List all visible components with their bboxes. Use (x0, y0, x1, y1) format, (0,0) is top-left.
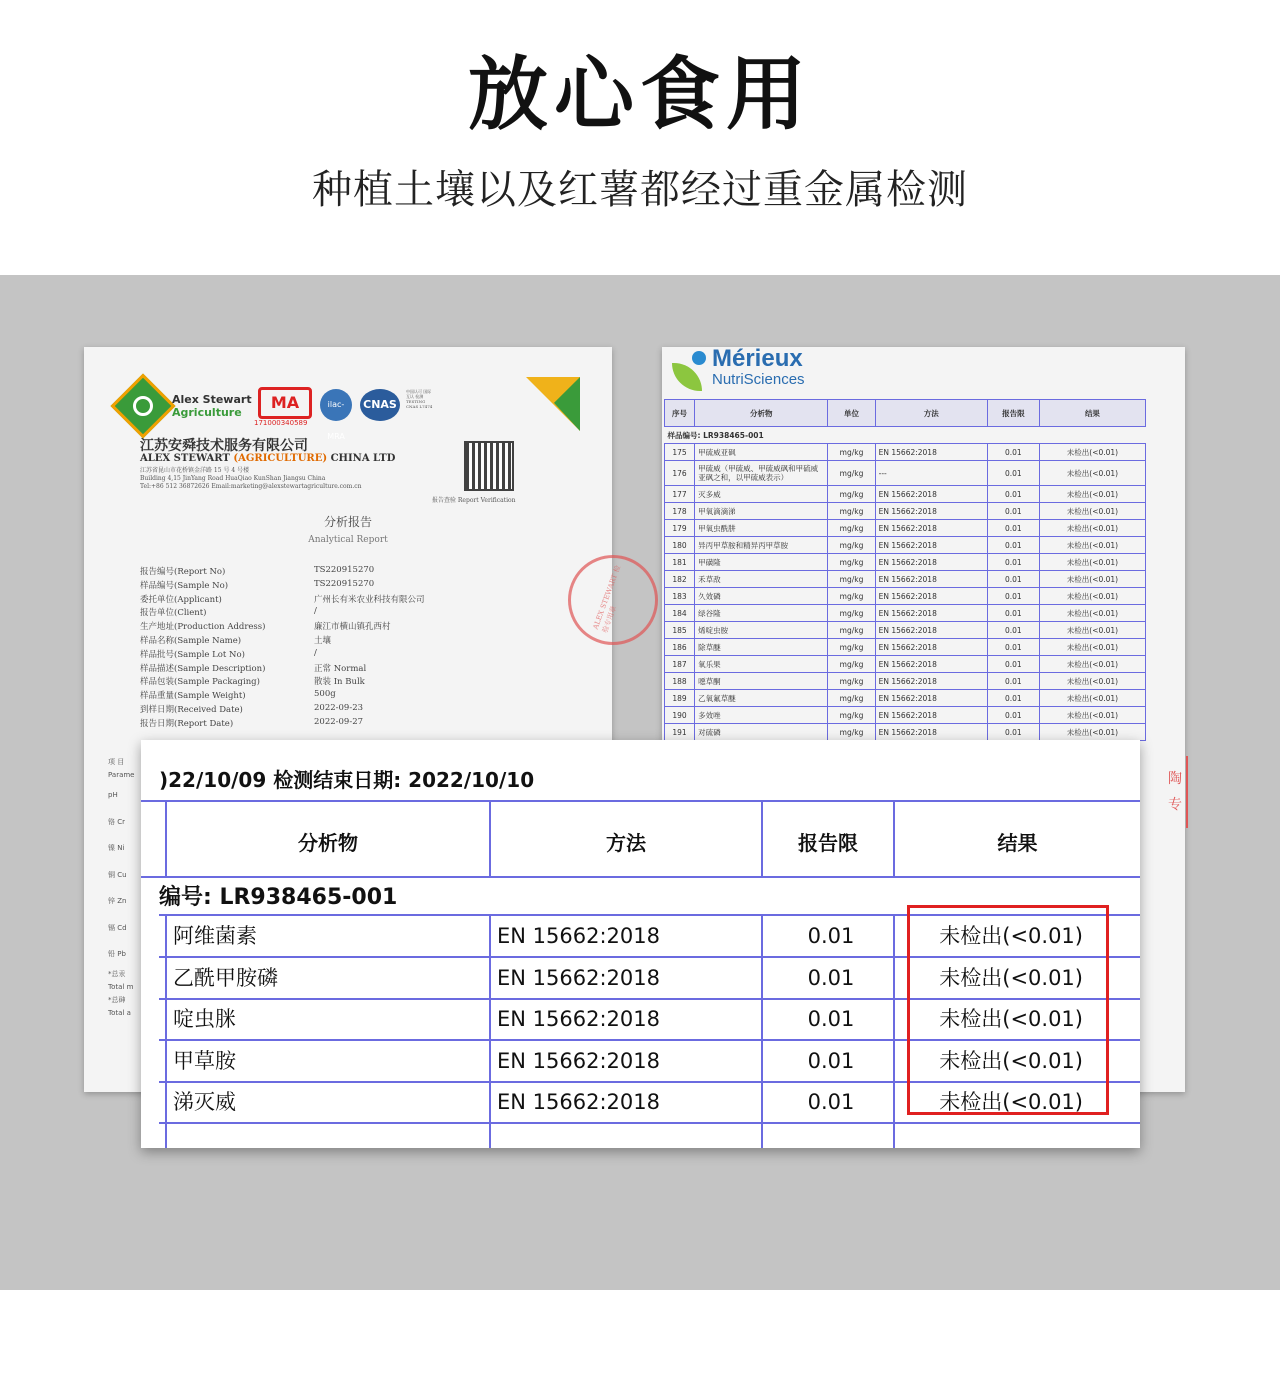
ma-badge: MA (258, 387, 312, 419)
qr-code (466, 443, 512, 489)
table-cell: EN 15662:2018 (875, 622, 987, 639)
table-row (665, 461, 1146, 486)
table-cell: 0.01 (987, 605, 1039, 622)
table-cell: 未检出(<0.01) (1039, 690, 1145, 707)
table-cell: mg/kg (828, 444, 875, 461)
field-label: 报告编号(Report No) (140, 567, 226, 577)
field-value: 500g (314, 689, 336, 700)
col-header: 分析物 (695, 400, 828, 427)
table-cell: 0.01 (987, 444, 1039, 461)
table-cell: 180 (665, 537, 695, 554)
field-label: 样品描述(Sample Description) (140, 663, 266, 674)
method-cell: EN 15662:2018 (497, 1048, 660, 1073)
table-cell: 未检出(<0.01) (1039, 520, 1145, 537)
table-cell: 除草醚 (695, 639, 828, 656)
col-header: 结果 (1039, 400, 1145, 427)
table-cell: EN 15662:2018 (875, 588, 987, 605)
table-cell: 多效唑 (695, 707, 828, 724)
table-row (665, 503, 1146, 520)
table-cell: 未检出(<0.01) (1039, 605, 1145, 622)
cnas-text: 中国认可 国际互认 检测 TESTING CNAS L7474 (406, 389, 433, 409)
table-row (665, 622, 1146, 639)
field-label: 生产地址(Production Address) (140, 622, 266, 633)
table-cell: 187 (665, 656, 695, 673)
field-label: 到样日期(Received Date) (140, 705, 243, 715)
table-cell: 0.01 (987, 656, 1039, 673)
table-cell: mg/kg (828, 588, 875, 605)
table-cell: mg/kg (828, 639, 875, 656)
table-cell: 179 (665, 520, 695, 537)
table-cell: 0.01 (987, 503, 1039, 520)
method-cell: EN 15662:2018 (497, 965, 660, 990)
table-cell: 0.01 (987, 639, 1039, 656)
analyte-cell: 阿维菌素 (173, 924, 257, 948)
table-cell: 181 (665, 554, 695, 571)
col-header-analyte: 分析物 (298, 831, 358, 855)
table-row (665, 554, 1146, 571)
table-cell: 甲氧虫酰肼 (695, 520, 828, 537)
merieux-dot-icon (692, 351, 706, 365)
table-cell: EN 15662:2018 (875, 724, 987, 741)
table-cell: 未检出(<0.01) (1039, 639, 1145, 656)
stamp-text: ALEX STEWART 检验专用章 (591, 564, 623, 634)
table-cell: 0.01 (987, 673, 1039, 690)
ghost-row: 铅 Pb (108, 950, 126, 958)
table-cell: 甲硫威（甲硫威、甲硫威砜和甲硫威亚砜之和，以甲硫威表示） (695, 461, 828, 486)
limit-cell: 0.01 (807, 924, 855, 948)
page-title: 放心食用 (468, 48, 812, 141)
table-cell: mg/kg (828, 690, 875, 707)
table-cell: mg/kg (828, 461, 875, 486)
field-value: / (314, 647, 317, 658)
table-cell: EN 15662:2018 (875, 554, 987, 571)
field-label: 报告单位(Client) (140, 608, 207, 619)
table-cell: 0.01 (987, 486, 1039, 503)
table-cell: 191 (665, 724, 695, 741)
edge-char: 专 (1168, 797, 1182, 813)
ilac-badge: ilac-MRA (320, 389, 352, 421)
edge-char: 陶 (1168, 771, 1182, 787)
merieux-brand-sub: NutriSciences (712, 371, 805, 388)
ghost-row: Total m (108, 982, 134, 991)
field-value: 土壤 (314, 636, 332, 646)
table-cell: 未检出(<0.01) (1039, 537, 1145, 554)
table-cell: mg/kg (828, 537, 875, 554)
table-row (665, 444, 1146, 461)
table-cell: 190 (665, 707, 695, 724)
table-cell: EN 15662:2018 (875, 656, 987, 673)
table-cell: 188 (665, 673, 695, 690)
method-cell: EN 15662:2018 (497, 924, 660, 948)
field-value: TS220915270 (314, 578, 375, 589)
field-label: 样品包装(Sample Packaging) (140, 677, 260, 688)
official-stamp (568, 555, 658, 645)
table-cell: 未检出(<0.01) (1039, 656, 1145, 673)
field-value: 2022-09-23 (314, 703, 364, 713)
table-cell: mg/kg (828, 724, 875, 741)
table-cell: 182 (665, 571, 695, 588)
table-cell: EN 15662:2018 (875, 444, 987, 461)
address-line: 江苏省昆山市花桥镇金洋路 15 号 4 号楼 (140, 467, 250, 474)
result-cell: 未检出(<0.01) (939, 1090, 1083, 1114)
table-cell: 0.01 (987, 537, 1039, 554)
table-cell: mg/kg (828, 571, 875, 588)
table-cell: 0.01 (987, 724, 1039, 741)
ma-number: 171000340589 (254, 419, 308, 427)
field-value: 2022-09-27 (314, 716, 364, 727)
table-cell: EN 15662:2018 (875, 537, 987, 554)
company-en-post: CHINA LTD (327, 453, 396, 464)
rule (761, 914, 763, 1148)
limit-cell: 0.01 (807, 1048, 855, 1073)
table-cell: EN 15662:2018 (875, 503, 987, 520)
field-value: 广州长有米农业科技有限公司 (314, 594, 425, 605)
table-cell: 未检出(<0.01) (1039, 461, 1145, 486)
logo-name (172, 393, 252, 419)
table-cell: mg/kg (828, 554, 875, 571)
table-row (665, 571, 1146, 588)
table-row (665, 707, 1146, 724)
col-header: 方法 (875, 400, 987, 427)
ghost-row: 锌 Zn (108, 897, 127, 905)
ghost-row: Total a (108, 1008, 131, 1017)
table-cell: 177 (665, 486, 695, 503)
table-cell: 甲硫威亚砜 (695, 444, 828, 461)
field-value: 散装 In Bulk (314, 677, 365, 688)
table-cell: 未检出(<0.01) (1039, 444, 1145, 461)
table-cell: 185 (665, 622, 695, 639)
table-cell: mg/kg (828, 605, 875, 622)
table-cell: 未检出(<0.01) (1039, 571, 1145, 588)
table-cell: 0.01 (987, 520, 1039, 537)
col-header-limit: 报告限 (798, 831, 858, 855)
table-cell: 灭多威 (695, 486, 828, 503)
col-header-result: 结果 (997, 831, 1038, 855)
table-cell: mg/kg (828, 503, 875, 520)
analyte-cell: 甲草胺 (173, 1048, 236, 1073)
sample-group: 样品编号: LR938465-001 (665, 427, 1146, 444)
table-cell: 对硫磷 (695, 724, 828, 741)
analyte-cell: 涕灭威 (173, 1090, 236, 1114)
table-cell: 0.01 (987, 588, 1039, 605)
table-cell: 0.01 (987, 554, 1039, 571)
ghost-row: pH (108, 791, 118, 799)
rule (165, 914, 167, 1148)
table-cell: 氧乐果 (695, 656, 828, 673)
table-cell: mg/kg (828, 656, 875, 673)
field-label: 报告日期(Report Date) (140, 718, 234, 729)
rule (489, 914, 491, 1148)
table-cell: 久效磷 (695, 588, 828, 605)
table-row (665, 537, 1146, 554)
table-cell: 未检出(<0.01) (1039, 724, 1145, 741)
test-date-line: )22/10/09 检测结束日期: 2022/10/10 (159, 768, 535, 792)
table-cell: 189 (665, 690, 695, 707)
field-value: / (314, 606, 317, 617)
table-cell: 186 (665, 639, 695, 656)
table-cell: 异丙甲草胺和精异丙甲草胺 (695, 537, 828, 554)
company-en-ag: (AGRICULTURE) (233, 453, 328, 464)
result-cell: 未检出(<0.01) (939, 1007, 1083, 1031)
ghost-row: 铜 Cu (108, 870, 127, 879)
results-table (664, 399, 1146, 741)
table-row (665, 486, 1146, 503)
magnified-results (141, 740, 1140, 1148)
table-cell: mg/kg (828, 707, 875, 724)
table-row (665, 605, 1146, 622)
table-cell: mg/kg (828, 673, 875, 690)
table-cell: 绿谷隆 (695, 605, 828, 622)
table-row (665, 690, 1146, 707)
company-name-cn: 江苏安舜技术服务有限公司 (140, 438, 308, 454)
address-line: Building 4,15 JinYang Road HuaQiao KunShan Jiangsu China (140, 475, 326, 482)
result-cell: 未检出(<0.01) (939, 1048, 1083, 1073)
qr-caption: 报告查验 Report Verification (432, 497, 516, 504)
next-page-edge (1168, 756, 1188, 828)
field-value: 廉江市横山镇孔西村 (314, 622, 391, 633)
result-highlight-box (907, 905, 1109, 1115)
table-row (665, 588, 1146, 605)
col-header-method: 方法 (606, 831, 646, 855)
col-header: 序号 (665, 400, 695, 427)
table-cell: 184 (665, 605, 695, 622)
merieux-leaf-icon (672, 363, 702, 391)
table-row (665, 639, 1146, 656)
company-address (140, 467, 440, 491)
table-cell: 0.01 (987, 571, 1039, 588)
heavy-metal-column (108, 756, 142, 1020)
analyte-cell: 啶虫脒 (173, 1007, 236, 1031)
company-name-en (140, 453, 395, 464)
limit-cell: 0.01 (807, 965, 855, 990)
field-label: 样品名称(Sample Name) (140, 636, 242, 646)
ghost-row: 镍 Ni (108, 844, 125, 852)
table-cell: EN 15662:2018 (875, 690, 987, 707)
ghost-row: 铬 Cr (108, 817, 125, 826)
field-label: 样品批号(Sample Lot No) (140, 649, 245, 660)
table-cell: 甲氧滴滴涕 (695, 503, 828, 520)
page-subtitle: 种植土壤以及红薯都经过重金属检测 (312, 167, 968, 213)
field-label: 样品编号(Sample No) (140, 580, 229, 591)
logo-line2: Agriculture (172, 406, 242, 419)
table-row (665, 520, 1146, 537)
result-cell: 未检出(<0.01) (939, 965, 1083, 990)
rule (159, 1122, 1140, 1124)
table-cell: EN 15662:2018 (875, 639, 987, 656)
table-cell: 0.01 (987, 690, 1039, 707)
method-cell: EN 15662:2018 (497, 1007, 660, 1031)
field-label: 样品重量(Sample Weight) (140, 691, 246, 702)
table-cell: 未检出(<0.01) (1039, 554, 1145, 571)
table-cell: EN 15662:2018 (875, 571, 987, 588)
table-cell: 烯啶虫胺 (695, 622, 828, 639)
company-en-pre: ALEX STEWART (140, 453, 234, 464)
table-row (665, 656, 1146, 673)
analyte-cell: 乙酰甲胺磷 (173, 965, 278, 990)
table-cell: mg/kg (828, 486, 875, 503)
table-cell: EN 15662:2018 (875, 486, 987, 503)
rule (893, 914, 895, 1148)
table-cell: 176 (665, 461, 695, 486)
limit-cell: 0.01 (807, 1090, 855, 1114)
table-cell: 未检出(<0.01) (1039, 588, 1145, 605)
table-cell: 178 (665, 503, 695, 520)
table-cell: 未检出(<0.01) (1039, 503, 1145, 520)
ghost-row: 项 目 (108, 758, 125, 766)
report-title: 分析报告 (323, 515, 372, 529)
cnas-badge: CNAS (360, 389, 400, 421)
rule (141, 800, 1140, 802)
ghost-row: Parame (108, 771, 135, 779)
result-cell: 未检出(<0.01) (939, 924, 1083, 948)
report-title-en: Analytical Report (308, 535, 388, 545)
col-header: 报告限 (987, 400, 1039, 427)
table-cell: mg/kg (828, 622, 875, 639)
field-value: 正常 Normal (314, 663, 367, 674)
ghost-row: 镉 Cd (108, 923, 127, 932)
table-cell: 未检出(<0.01) (1039, 707, 1145, 724)
table-cell: 甲磺隆 (695, 554, 828, 571)
col-header: 单位 (828, 400, 875, 427)
table-cell: 未检出(<0.01) (1039, 673, 1145, 690)
table-cell: EN 15662:2018 (875, 707, 987, 724)
sample-group: 编号: LR938465-001 (159, 885, 398, 910)
address-line: Tel:+86 512 36872626 Email:marketing@alexstewartagriculture.com.cn (140, 483, 362, 490)
table-cell: 175 (665, 444, 695, 461)
alex-stewart-logo-icon (110, 373, 175, 438)
logo-line1: Alex Stewart (172, 393, 252, 406)
field-label: 委托单位(Applicant) (140, 594, 222, 605)
field-value: TS220915270 (314, 565, 375, 575)
table-cell: 183 (665, 588, 695, 605)
ghost-row: *总砷 (108, 995, 126, 1004)
method-cell: EN 15662:2018 (497, 1090, 660, 1114)
table-cell: 未检出(<0.01) (1039, 622, 1145, 639)
table-cell: --- (875, 461, 987, 486)
limit-cell: 0.01 (807, 1007, 855, 1031)
table-cell: 0.01 (987, 461, 1039, 486)
ghost-row: *总汞 (108, 969, 126, 978)
table-row (665, 673, 1146, 690)
table-cell: 乙氧氟草醚 (695, 690, 828, 707)
table-cell: 噁草酮 (695, 673, 828, 690)
table-cell: EN 15662:2018 (875, 520, 987, 537)
table-cell: 未检出(<0.01) (1039, 486, 1145, 503)
table-row (665, 724, 1146, 741)
table-cell: mg/kg (828, 520, 875, 537)
table-cell: 0.01 (987, 707, 1039, 724)
table-cell: 禾草敌 (695, 571, 828, 588)
table-cell: 0.01 (987, 622, 1039, 639)
table-cell: EN 15662:2018 (875, 605, 987, 622)
merieux-brand: Mérieux (712, 345, 803, 372)
table-cell: EN 15662:2018 (875, 673, 987, 690)
